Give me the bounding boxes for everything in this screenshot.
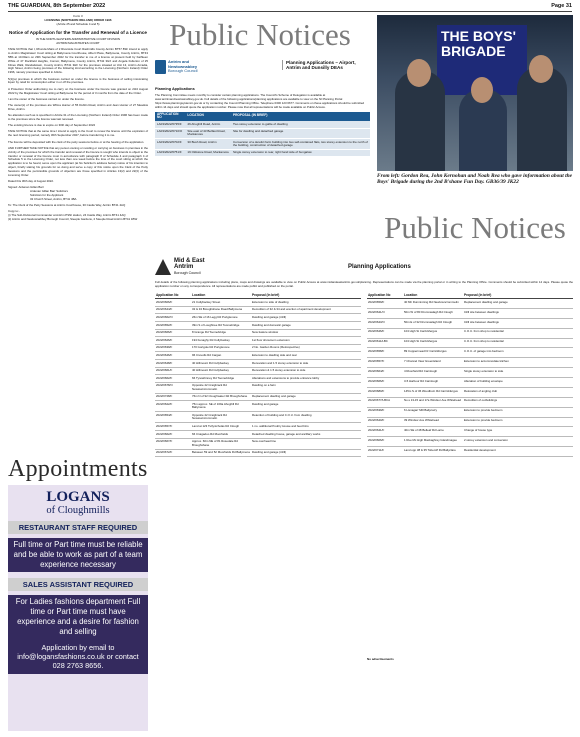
cell: Dwelling and domestic garage	[251, 321, 361, 329]
cell: Demolition of 32 & 34 and erection of apartment development	[251, 306, 361, 314]
division: ANTRIM MAGISTRATES COURT	[56, 41, 100, 46]
table-row	[155, 430, 361, 438]
table-row	[155, 128, 370, 139]
cell: Extension to provide bedroom	[463, 417, 573, 427]
cell: C.O.U. from shop to residential	[463, 328, 573, 338]
cell: Infill site between dwellings	[463, 309, 573, 319]
table-row	[155, 359, 361, 367]
cell: Extension to dwelling side and rear	[251, 352, 361, 360]
job-body-restaurant: Full time or Part time must be reliable and be able to work as part of a team experience necessary	[8, 538, 148, 572]
cell: Dwelling and garage (infill)	[251, 449, 361, 457]
court: IN THE NORTH EASTERN ADMINISTRATIVE COURT DIVISION	[35, 37, 121, 42]
cell: Alteration of building envelope	[463, 378, 573, 388]
cell: New feature window	[251, 329, 361, 337]
cell: 2022/0678/O	[155, 382, 191, 393]
meh-table-left	[155, 292, 361, 457]
licence-para: AND FURTHER TAKE NOTICE that any person owning or residing or carrying on business in premises in the vicinity of the premises for which the transfer and renewal of the licence is sought who intends to object to the transfer or renewal of the licence must in accordance with paragraph 8 of Schedule 4 and paragraph 4 of Schedule 5 to the Licensing Order, not less than one week before the time of the court sitting at which the application is to be heard, serve upon the applicant (at his Solicitor's address below) notice of his intention to object, briefly stating his grounds for so doing and serve a copy of this notice upon the Clerk of the Petty Sessions and the permissible grounds of objection are those specified in Articles 13(2) and 22(3) of the Licensing Order.	[8, 145, 148, 178]
cell: 194 Fenaghy Rd Cullybackey	[191, 337, 251, 345]
cell: 2022/0640/F	[367, 417, 403, 427]
meh-title: Planning Applications	[348, 264, 411, 270]
cell: 2022/0641/F	[367, 427, 403, 437]
table-row	[155, 375, 361, 383]
cell: 3-5 Harbour Rd Carnlough	[403, 378, 463, 388]
banner-text: THE BOYS' BRIGADE	[441, 28, 516, 59]
cell: 2022/0711/F	[367, 447, 403, 457]
cell: 2022/0643/O	[367, 318, 403, 328]
cell: 50m E of 32 Drumnaslagh Rd Clough	[403, 318, 463, 328]
cell: 66 Craigadoo Rd Moorfields	[191, 430, 251, 438]
table-row	[155, 344, 361, 352]
table-row	[367, 368, 573, 378]
meh-planning-notice	[155, 255, 573, 733]
cell: Alterations and extensions to provide entrance lobby	[251, 375, 361, 383]
cell: 2 No. Garden Rooms (Retrospective)	[251, 344, 361, 352]
cell: Land at 123 Tullynicholas Rd Clough	[191, 423, 251, 431]
cell: No.s 13-15 and 17a Windsor Ave Whitehead	[403, 397, 463, 407]
table-row	[367, 328, 573, 338]
table-row	[367, 427, 573, 437]
company-name: LOGANS	[46, 489, 110, 505]
column-header: Proposal (in brief)	[463, 292, 573, 299]
council-crest-icon	[155, 60, 166, 74]
meh-table-right	[367, 292, 573, 457]
cell: 2022/0611/LBC	[367, 338, 403, 348]
cell: Single storey extension to rear, right hand side of bungalow	[231, 150, 370, 157]
copy-item: (i) The Sub-Divisional Commander at Antrim PSNI station, 24 Castle Way, Antrim BT41 4AQ	[8, 213, 126, 218]
cell: Dwelling and garage (infill)	[251, 314, 361, 322]
cell: 170 Gortgole Rd Portglenone	[191, 344, 251, 352]
table-row	[155, 423, 361, 431]
cell: New overhead line	[251, 438, 361, 449]
person-head	[471, 77, 493, 103]
cell: 2022/0677/LBCA	[367, 397, 403, 407]
cell: Site east of 43 Belfast Road, Muckamore	[185, 128, 231, 139]
cell: Extension to side of dwelling	[251, 299, 361, 307]
cell: Infill site between dwellings	[463, 318, 573, 328]
page-header	[8, 3, 572, 12]
public-notices-heading: Public Notices	[384, 210, 566, 245]
no-advert-note: No advertisements	[367, 657, 394, 661]
table-row	[155, 299, 361, 307]
cell: 2022/0657/F	[367, 358, 403, 368]
antrim-planning-notice	[155, 60, 370, 250]
cell: 2022/0626/F	[155, 337, 191, 345]
cell: Extension to accommodate kitchen	[463, 358, 573, 368]
cell: 2022/0648/F	[155, 359, 191, 367]
table-row	[155, 321, 361, 329]
cell: 2022/0654/F	[155, 412, 191, 423]
meh-logo	[155, 258, 205, 277]
meh-intro: Full details of the following planning applications including plans, maps and drawings are available to view on Public Access at www.midandeastantrim.gov.uk/planning. Representations can be made via the planning portal or in writing to the Planning Office. Comments should be submitted within 14 days. Please quote the application number on any correspondence. All representations are made public and published on the portal.	[155, 280, 573, 288]
cell: 89 Coppermead Dr Carrickfergus	[403, 348, 463, 358]
planning-box-title: Planning Applications – Airport, Antrim and Dunsilly DEAs	[282, 60, 370, 70]
cell: 2022/0622/F	[155, 401, 191, 412]
table-row	[155, 449, 361, 457]
column-header: Application No	[367, 292, 403, 299]
cell: Extension to provide bedroom	[463, 407, 573, 417]
cell: 26m SE of 16 Legg Rd Portglenone	[191, 314, 251, 322]
cell: 2022/0606/F	[367, 437, 403, 447]
cell: 2022/0658/F	[367, 348, 403, 358]
company-location: of Cloughmills	[46, 505, 110, 516]
notice-title: Notice of Application for the Transfer and Renewal of a Licence	[9, 29, 147, 35]
cell: C.O.U. from shop to residential	[463, 338, 573, 348]
cell: Change of house type	[463, 427, 573, 437]
cell: Renovation & 1.5 storey extension to side	[251, 367, 361, 375]
cell: 2022/0666/F	[367, 378, 403, 388]
logo-line: Borough Council	[174, 271, 201, 276]
cell: 39 Windsor Ave Whitehead	[403, 417, 463, 427]
cell: 19 Oldstone Road, Muckamore	[185, 150, 231, 157]
column-header: Location	[403, 292, 463, 299]
meh-logo-icon	[155, 259, 171, 275]
page-number: Page 31	[551, 3, 572, 9]
cell: Site for dwelling and detached garage	[231, 128, 370, 139]
boys-brigade-photo	[377, 15, 573, 171]
logo-line: Antrim	[174, 263, 194, 270]
cell: 1st floor showroom extension	[251, 337, 361, 345]
cell: 2022/0657/F	[155, 423, 191, 431]
cell: 6 Lisnagarr Mill Ballycarry	[403, 407, 463, 417]
cell: 75m approx. SE of 169a Ahoghill Rd Ballymena	[191, 401, 251, 412]
signed: Signed: Ardenan Gillan Barr	[8, 185, 44, 190]
cell: 2022/0659/F	[367, 299, 403, 309]
table-row	[155, 121, 370, 128]
licence-para: No alteration such as is specified in Article 31 of the Licensing (Northern Ireland) Order 1996 has been made to the premises since the licence was last renewed.	[8, 113, 148, 122]
cell: Residential development	[463, 447, 573, 457]
cell: 2022/0666/F	[155, 329, 191, 337]
cell: Dwelling on a farm	[251, 382, 361, 393]
table-row	[367, 437, 573, 447]
logo-line: Antrim and	[168, 59, 190, 65]
cell: 76m N of 92 Cloughwater Rd Broughshane	[191, 393, 251, 401]
table-row	[155, 438, 361, 449]
cell: Land opp 38 & 35 Toberoff Rd Ballyclare	[403, 447, 463, 457]
cell: 32 & 34 Broughshane Road Ballymena	[191, 306, 251, 314]
cell: 21 Cullybackey Street	[191, 299, 251, 307]
person-head	[407, 59, 431, 87]
cell: 2022/0667/F	[155, 438, 191, 449]
act-title: LICENSING (NORTHERN IRELAND) ORDER 1996	[44, 17, 112, 22]
logo-line: Borough Council	[168, 68, 198, 74]
table-row	[367, 309, 573, 319]
table-row	[367, 378, 573, 388]
table-row	[155, 352, 361, 360]
cell: 50m W of 80 Drumnaslagh Rd Clough	[403, 309, 463, 319]
antrim-applications-table	[155, 112, 370, 158]
logo-line: Mid & East	[174, 257, 205, 264]
job-title-restaurant: RESTAURANT STAFF REQUIRED	[8, 521, 148, 534]
signed-line: Ardenan Gillan Barr Solicitors	[30, 189, 68, 194]
licence-para: TAKE NOTICE that at the same time I intend to apply to the Court to renew the licence until the expiration of the next licensing period, namely 30th September 2027, before transferring it to me.	[8, 129, 148, 138]
cell: 2022/0662/O	[155, 314, 191, 322]
cell: 104 High St Carrickfergus	[403, 338, 463, 348]
cell: 1 no. additional Poultry House and feed bins	[251, 423, 361, 431]
cell: 104 High St Carrickfergus	[403, 328, 463, 338]
table-row	[367, 338, 573, 348]
copy-to: Copy to:-	[8, 209, 20, 214]
cell: 30 Bush Road, Antrim	[185, 139, 231, 150]
table-row	[367, 318, 573, 328]
cell: 40 Hillmount Rd Cullybackey	[191, 359, 251, 367]
cell: 145m S of 36 Woodburn Rd Carrickfergus	[403, 387, 463, 397]
masthead: THE GUARDIAN, 8th September 2022	[8, 3, 106, 9]
table-row	[367, 387, 573, 397]
licence-para: I am the owner of the business carried on under the licence.	[8, 96, 85, 101]
antrim-logo	[155, 60, 198, 74]
cell: LA03/2022/0751/F	[155, 150, 185, 157]
table-row	[155, 306, 361, 314]
photo-caption: From left: Gordon Rea, John Kernohan and Noah Rea who gave information about the Boys' Brigade during the 2nd B'shane Fun Day. GB36/39 JK22	[377, 173, 572, 186]
cell: 2022/0728/F	[155, 393, 191, 401]
licence-para: The licence will be deposited with the clerk of the petty sessions before or at the hearing of the application.	[8, 139, 145, 144]
cell: Two storey extension to gable of dwelling	[231, 121, 370, 128]
job-title-sales: SALES ASSISTANT REQUIRED	[8, 578, 148, 591]
appointments-heading: Appointments	[8, 456, 148, 482]
cell: 46 Ahoghill Road, Antrim	[185, 121, 231, 128]
cell: 2022/0641/O	[367, 309, 403, 319]
column-header: Application No	[155, 292, 191, 299]
cell: 2022/0652/F	[155, 321, 191, 329]
cell: 2022/0646/F	[367, 328, 403, 338]
cell: Demolition of outbuildings	[463, 397, 573, 407]
logans-advert	[8, 485, 148, 731]
column-header: LOCATION	[185, 112, 231, 122]
cell: 4 Riverfield Rd Carnlough	[403, 368, 463, 378]
cell: Retention of building and C.O.U. from dwelling	[251, 412, 361, 423]
cell: 40 6th Dunminning Rd Newtowncrommelin	[403, 299, 463, 309]
table-row	[155, 314, 361, 322]
cell: C.O.U. of garage into bedroom	[463, 348, 573, 358]
cell: 40 Hillmount Rd Cullybackey	[191, 367, 251, 375]
cell: 7 Channel View Greenisland	[403, 358, 463, 368]
cell: LA03/2022/0702/F	[155, 139, 185, 150]
cell: LA03/2022/0710/O	[155, 128, 185, 139]
act-sub: (Article 25 and Schedule 4 and 5)	[56, 21, 100, 26]
cell: 40m SE of 48 Belleaf Rd Larne	[403, 427, 463, 437]
job-body-sales: For Ladies fashions department Full time or Part time must have experience and a desire for fashion and selling	[8, 595, 148, 639]
cell: Opposite 42 Craigbrack Rd Newtowncrommelin	[191, 382, 251, 393]
cell: 2022/0680/F	[367, 387, 403, 397]
cell: 2022/0646/F	[155, 352, 191, 360]
cell: Approx. 60m NE of 81 Rosedale Rd Broughshane	[191, 438, 251, 449]
cell: Replacement dwelling and garage	[463, 299, 573, 309]
column-header: Proposal (in brief)	[251, 292, 361, 299]
cell: 2022/0662/F	[155, 375, 191, 383]
cell: 2022/0672/F	[155, 449, 191, 457]
cell: Dwelling and garage	[251, 401, 361, 412]
person-head	[529, 55, 553, 83]
table-row	[367, 299, 573, 309]
signed-line: 32 Church Street, Antrim, BT41 4BA	[30, 197, 77, 202]
table-row	[155, 150, 370, 157]
table-row	[367, 407, 573, 417]
cell: 1 Rue Mc High Mackaghrey Islandmagee	[403, 437, 463, 447]
table-row	[155, 393, 361, 401]
planning-heading: Planning Applications	[155, 87, 195, 91]
table-row	[155, 139, 370, 150]
licence-para: The existing licence is due to expire on 30th day of September 2022	[8, 123, 96, 128]
to-clerk: To: The Clerk of the Petty Sessions at Antrim Courthouse, 30 Castle Way, Antrim BT41 4AQ	[8, 203, 126, 208]
table-row	[367, 358, 573, 368]
apply-info: Application by email to info@logansfashions.co.uk or contact 028 2763 8656.	[8, 639, 148, 674]
cell: 96 Crevolls Rd Cargan	[191, 352, 251, 360]
public-notices-heading: Public Notices	[169, 17, 351, 52]
cell: Renovation and 1.5 storey extension to side	[251, 359, 361, 367]
cell: 2 storey extension and conversion	[463, 437, 573, 447]
table-row	[155, 329, 361, 337]
logo-line: Newtownabbey	[168, 63, 198, 69]
licence-para: The owner(s) of the premises are Wilma Hunter of 55 Dublin Road, Antrim and Jean Hunter of 27 Meadow Drive, Antrim.	[8, 103, 148, 111]
table-row	[367, 417, 573, 427]
cell: 2022/0661/F	[155, 367, 191, 375]
cell: 2022/0639/F	[155, 344, 191, 352]
column-header: Location	[191, 292, 251, 299]
licence-para: TAKE NOTICE that I, Rhonda Mairs of 2 Riverside Court Rashmills County Antrim BT57 8SF intend to apply to Antrim Magistrates' Court sitting at Ballymena Courthouse, Albert Place, Ballymena, County Antrim, BT43 5BS at 10.00am on 29th September 2022 for the transfer to me of a licence at present held by Kathleen White of 47 Rockfield Heights, Connor, Ballymena, County Antrim, BT42 3GX and Angela Fullerton of 25 Kilnes Walk, Randalstown, County Antrim, BT41 3HF for the premises situated at Unit 13, Antrim Arcadia, High Street, Antrim being premises of the following kind according to the Licensing (Northern Ireland) Order 1996, namely premises specified in Article.	[8, 46, 148, 75]
licence-para: 5(1)(a) premises in which the business carried on under the licence is the business of selling intoxicating liquor by retail for consumption either in or off the premises.	[8, 76, 148, 85]
cell: 66 Tyrewhinney Rd Toomebridge	[191, 375, 251, 383]
cell: Conversion of a derelict farm building into two self-contained flats, two storey extension to the north of the building, construction of detached garage	[231, 139, 370, 150]
table-row	[155, 367, 361, 375]
copy-item: (ii) Antrim and Newtownabbey Borough Council, Steeple Gardens, 2 Steeple Road Antrim BT41 1BW	[8, 217, 138, 222]
table-row	[155, 412, 361, 423]
cell: Single storey extension to side	[463, 368, 573, 378]
table-row	[155, 337, 361, 345]
licence-notice	[8, 15, 148, 222]
cell: Detached dwelling house, garage and ancillary works	[251, 430, 361, 438]
form-label: Form 3	[73, 14, 83, 18]
cell: Opposite 42 Craigbrack Rd Newtowncrommelin	[191, 412, 251, 423]
cell: 2022/0639/F	[367, 407, 403, 417]
table-row	[367, 348, 573, 358]
cell: LA03/2022/0735/F	[155, 121, 185, 128]
cell: 39m S of Loughtree Rd Toomebridge	[191, 321, 251, 329]
cell: 8 Grange Rd Toomebridge	[191, 329, 251, 337]
licence-para: Dated this 30th day of August 2022.	[8, 179, 54, 184]
cell: 2022/0662/F	[155, 430, 191, 438]
cell: Between 59 and 52 Moorfields Rd Ballymena	[191, 449, 251, 457]
cell: 2022/0664/F	[367, 368, 403, 378]
cell: 2022/0606/F	[155, 299, 191, 307]
column-header: APPLICATION NO	[155, 112, 185, 122]
table-row	[155, 401, 361, 412]
cell: Relocation of angling club	[463, 387, 573, 397]
licence-para: A Protection Order authorising me to carry on the business under the licence was granted on 23rd August 2022 by the Magistrates' Court sitting at Ballymena for the period of 3 months from the date of the Order.	[8, 86, 148, 95]
table-row	[367, 397, 573, 407]
table-row	[367, 447, 573, 457]
column-header: PROPOSAL (IN BRIEF)	[231, 112, 370, 122]
signed-line: Solicitors for the Applicant	[30, 193, 64, 198]
table-row	[155, 382, 361, 393]
planning-intro: The Planning Committee meets monthly to consider certain planning applications. The Council's Scheme of Delegation is available at www.antrimandnewtownabbey.gov.uk. Full details of the following applications/planning applications are available to view on the NI Planning Portal https://www.planningsystemni.gov.uk or by contacting the Council Planning Office. Telephone 0300 123 6677. Comments on these applications should be submitted within 14 days and should quote the application number. Please note that all representations will be made available on Public Access.	[155, 92, 365, 109]
cell: 2022/0644/F	[155, 306, 191, 314]
cell: Replacement dwelling and garage	[251, 393, 361, 401]
